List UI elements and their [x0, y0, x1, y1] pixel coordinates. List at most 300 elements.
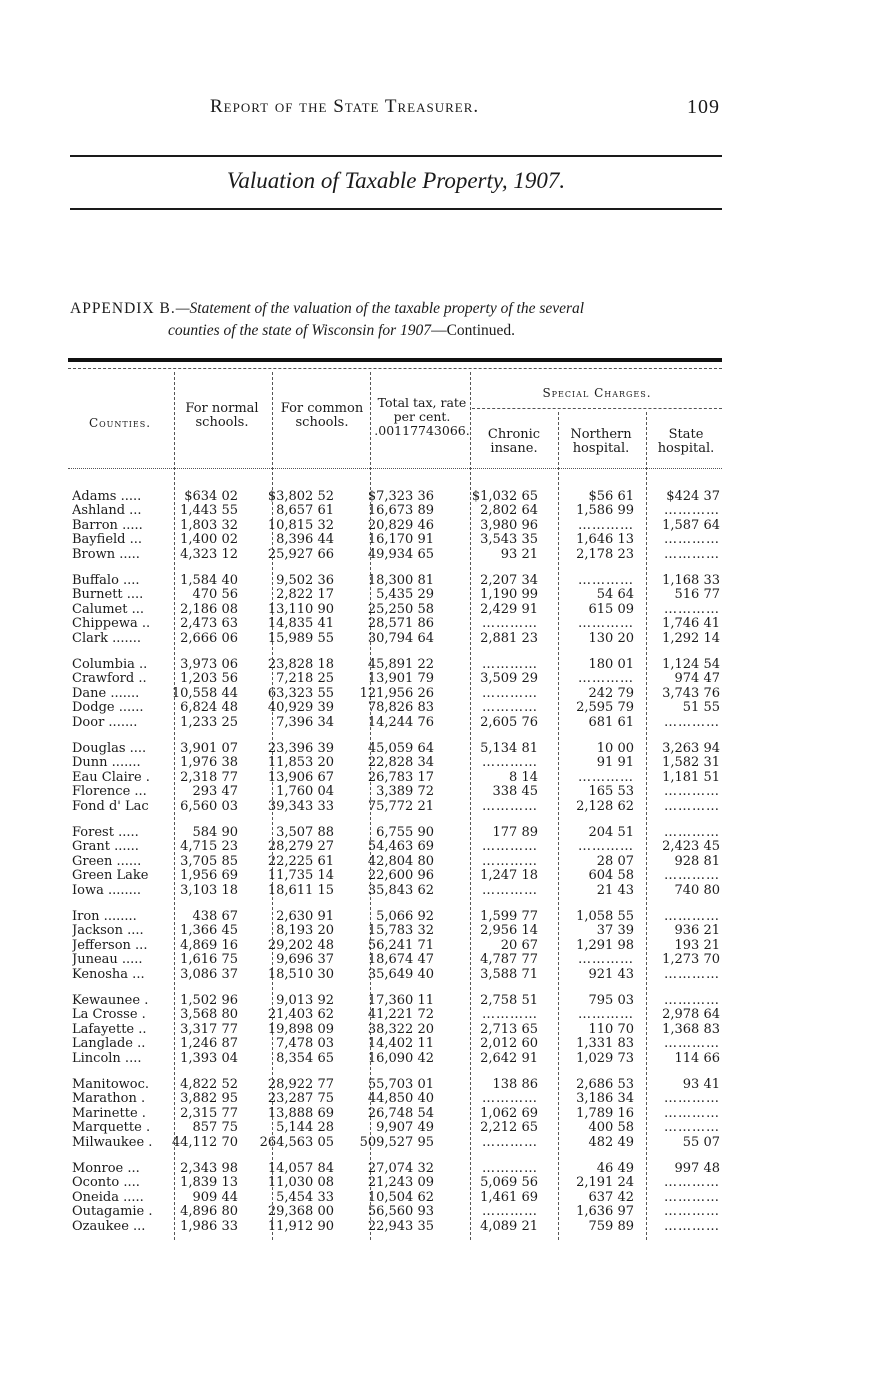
total-tax-cell: 13,901 79	[367, 671, 434, 687]
chronic-insane-cell: 2,758 51	[480, 993, 538, 1008]
col-header-state: State hospital.	[657, 427, 715, 456]
table-row	[68, 1176, 728, 1190]
state-hospital-cell: …………	[664, 1120, 720, 1136]
total-tax-cell: 22,600 96	[367, 868, 434, 884]
chronic-insane-cell: 20 67	[500, 937, 538, 953]
normal-schools-cell: 584 90	[192, 825, 238, 840]
northern-hospital-cell: …………	[578, 769, 634, 785]
northern-hospital-cell: …………	[578, 517, 634, 533]
northern-hospital-cell: 1,789 16	[576, 1105, 634, 1121]
table-row	[68, 490, 728, 504]
state-hospital-cell: 1,368 83	[662, 1021, 720, 1037]
northern-hospital-cell: 681 61	[588, 714, 634, 730]
normal-schools-cell: 909 44	[192, 1189, 238, 1205]
common-schools-cell: 13,906 67	[267, 769, 334, 785]
state-hospital-cell: …………	[664, 532, 720, 548]
table-top-rule	[68, 358, 722, 362]
total-tax-cell: 3,389 72	[376, 784, 434, 800]
county-name-cell: Milwaukee .	[72, 1135, 153, 1150]
chronic-insane-cell: 2,642 91	[480, 1050, 538, 1066]
northern-hospital-cell: 28 07	[596, 853, 634, 869]
normal-schools-cell: 3,973 06	[180, 657, 238, 672]
total-tax-cell: 56,241 71	[367, 937, 434, 953]
northern-hospital-cell: 165 53	[588, 784, 634, 800]
table-row	[68, 1220, 728, 1234]
table-row	[68, 701, 728, 715]
table-row	[68, 519, 728, 533]
common-schools-cell: 63,323 55	[267, 685, 334, 701]
total-tax-cell: 41,221 72	[367, 1007, 434, 1023]
table-row	[68, 800, 728, 814]
northern-hospital-cell: 1,058 55	[576, 909, 634, 924]
page-number: 109	[687, 96, 720, 118]
total-tax-cell: 10,504 62	[367, 1189, 434, 1205]
table-row	[68, 716, 728, 730]
northern-hospital-cell: 1,646 13	[576, 532, 634, 548]
common-schools-cell: 8,193 20	[276, 923, 334, 939]
county-name-cell: Calumet ...	[72, 602, 145, 617]
common-schools-cell: 14,057 84	[267, 1161, 334, 1176]
header-bottom-rule	[68, 468, 722, 469]
table-row	[68, 953, 728, 967]
table-row	[68, 1121, 728, 1135]
caption-line2	[70, 320, 730, 342]
table-row	[68, 658, 728, 672]
county-name-cell: Douglas ....	[72, 742, 147, 756]
page-title: Valuation of Taxable Property, 1907.	[226, 168, 566, 193]
state-hospital-cell: 2,423 45	[662, 839, 720, 855]
common-schools-cell: 7,396 34	[276, 714, 334, 730]
normal-schools-cell: 1,976 38	[180, 755, 238, 771]
chronic-insane-cell: 2,212 65	[480, 1120, 538, 1136]
chronic-insane-cell: 93 21	[500, 546, 538, 562]
northern-hospital-cell: …………	[578, 671, 634, 687]
northern-hospital-cell: 130 20	[588, 630, 634, 646]
normal-schools-cell: 1,366 45	[180, 923, 238, 939]
chronic-insane-cell: 2,012 60	[480, 1036, 538, 1052]
total-tax-cell: 54,463 69	[367, 839, 434, 855]
northern-hospital-cell: 759 89	[588, 1218, 634, 1234]
total-tax-cell: 14,402 11	[367, 1036, 434, 1052]
normal-schools-cell: 2,343 98	[180, 1161, 238, 1176]
northern-hospital-cell: 91 91	[596, 755, 634, 771]
state-hospital-cell: …………	[664, 1189, 720, 1205]
northern-hospital-cell: 482 49	[588, 1134, 634, 1150]
common-schools-cell: 8,657 61	[276, 503, 334, 519]
common-schools-cell: 39,343 33	[267, 798, 334, 814]
northern-hospital-cell: 2,595 79	[576, 700, 634, 716]
chronic-insane-cell: 3,543 35	[480, 532, 538, 548]
northern-hospital-cell: 637 42	[588, 1189, 634, 1205]
table-row	[68, 1037, 728, 1051]
chronic-insane-cell: …………	[482, 853, 538, 869]
total-tax-cell: 78,826 83	[367, 700, 434, 716]
county-name-cell: Lafayette ..	[72, 1022, 147, 1037]
chronic-insane-cell: …………	[482, 616, 538, 632]
state-hospital-cell: …………	[664, 1218, 720, 1234]
common-schools-cell: 19,898 09	[267, 1021, 334, 1037]
common-schools-cell: $3,802 52	[267, 489, 334, 504]
northern-hospital-cell: 1,291 98	[576, 937, 634, 953]
state-hospital-cell: 1,746 41	[662, 616, 720, 632]
common-schools-cell: 2,822 17	[276, 587, 334, 603]
state-hospital-cell: 1,168 33	[662, 573, 720, 588]
caption-line2-tail: —Continued.	[431, 322, 516, 339]
county-name-cell: Juneau .....	[72, 953, 143, 968]
total-tax-cell: 28,571 86	[367, 616, 434, 632]
state-hospital-cell: 55 07	[682, 1134, 720, 1150]
normal-schools-cell: 3,901 07	[180, 741, 238, 756]
normal-schools-cell: 1,803 32	[180, 517, 238, 533]
county-name-cell: Green ......	[72, 854, 142, 869]
normal-schools-cell: 2,666 06	[180, 630, 238, 646]
common-schools-cell: 2,630 91	[276, 909, 334, 924]
northern-hospital-cell: 2,686 53	[576, 1077, 634, 1092]
normal-schools-cell: 1,443 55	[180, 503, 238, 519]
normal-schools-cell: 2,473 63	[180, 616, 238, 632]
chronic-insane-cell: 2,605 76	[480, 714, 538, 730]
county-name-cell: Marquette .	[72, 1121, 151, 1136]
normal-schools-cell: 4,896 80	[180, 1204, 238, 1220]
chronic-insane-cell: 5,134 81	[480, 741, 538, 756]
chronic-insane-cell: 2,429 91	[480, 601, 538, 617]
common-schools-cell: 13,110 90	[267, 601, 334, 617]
state-hospital-cell: 114 66	[674, 1050, 720, 1066]
county-name-cell: Chippewa ..	[72, 617, 151, 632]
northern-hospital-cell: …………	[578, 616, 634, 632]
top-rule	[70, 155, 722, 157]
table-row	[68, 548, 728, 562]
state-hospital-cell: 193 21	[674, 937, 720, 953]
county-name-cell: Buffalo ....	[72, 574, 140, 588]
table-row	[68, 1023, 728, 1037]
common-schools-cell: 1,760 04	[276, 784, 334, 800]
normal-schools-cell: 1,956 69	[180, 868, 238, 884]
northern-hospital-cell: 921 43	[588, 966, 634, 982]
county-name-cell: Jackson ....	[72, 924, 144, 939]
table-row	[68, 855, 728, 869]
normal-schools-cell: 1,400 02	[180, 532, 238, 548]
state-hospital-cell: …………	[664, 966, 720, 982]
state-hospital-cell: 516 77	[674, 587, 720, 603]
total-tax-cell: 5,066 92	[376, 909, 434, 924]
normal-schools-cell: 1,246 87	[180, 1036, 238, 1052]
total-tax-cell: 25,250 58	[367, 601, 434, 617]
total-tax-cell: 121,956 26	[359, 685, 434, 701]
normal-schools-cell: 1,393 04	[180, 1050, 238, 1066]
county-name-cell: Dane .......	[72, 686, 140, 701]
county-name-cell: Iowa ........	[72, 883, 142, 898]
common-schools-cell: 5,144 28	[276, 1120, 334, 1136]
col-header-normal: For normal schools.	[185, 401, 259, 430]
northern-hospital-cell: 1,586 99	[576, 503, 634, 519]
table-row	[68, 884, 728, 898]
chronic-insane-cell: 2,881 23	[480, 630, 538, 646]
col-header-special: Special Charges.	[542, 386, 652, 400]
normal-schools-cell: 3,705 85	[180, 853, 238, 869]
state-hospital-cell: 3,263 94	[662, 741, 720, 756]
table-caption	[70, 298, 730, 342]
normal-schools-cell: 470 56	[192, 587, 238, 603]
table-top-thin-rule	[68, 368, 722, 369]
table-row	[68, 756, 728, 770]
chronic-insane-cell: 1,599 77	[480, 909, 538, 924]
county-name-cell: Kewaunee .	[72, 994, 149, 1008]
chronic-insane-cell: 5,069 56	[480, 1175, 538, 1191]
common-schools-cell: 11,735 14	[267, 868, 334, 884]
common-schools-cell: 14,835 41	[267, 616, 334, 632]
total-tax-cell: 20,829 46	[367, 517, 434, 533]
total-tax-cell: 30,794 64	[367, 630, 434, 646]
northern-hospital-cell: 242 79	[588, 685, 634, 701]
state-hospital-cell: 1,124 54	[662, 657, 720, 672]
common-schools-cell: 23,287 75	[267, 1091, 334, 1107]
total-tax-cell: 55,703 01	[367, 1077, 434, 1092]
normal-schools-cell: 6,560 03	[180, 798, 238, 814]
county-name-cell: Forest .....	[72, 826, 139, 840]
table-row	[68, 994, 728, 1008]
state-hospital-cell: $424 37	[666, 489, 720, 504]
chronic-insane-cell: 138 86	[492, 1077, 538, 1092]
county-name-cell: Eau Claire .	[72, 770, 150, 785]
county-name-cell: Lincoln ....	[72, 1051, 142, 1066]
normal-schools-cell: 44,112 70	[171, 1134, 238, 1150]
table-row	[68, 588, 728, 602]
normal-schools-cell: 2,318 77	[180, 769, 238, 785]
table-row	[68, 1162, 728, 1176]
northern-hospital-cell: 110 70	[588, 1021, 634, 1037]
common-schools-cell: 23,396 39	[267, 741, 334, 756]
county-name-cell: Bayfield ...	[72, 533, 143, 548]
northern-hospital-cell: …………	[578, 1007, 634, 1023]
total-tax-cell: 22,943 35	[367, 1218, 434, 1234]
total-tax-cell: 17,360 11	[367, 993, 434, 1008]
table-row	[68, 504, 728, 518]
chronic-insane-cell: 2,802 64	[480, 503, 538, 519]
total-tax-cell: 38,322 20	[367, 1021, 434, 1037]
normal-schools-cell: 293 47	[192, 784, 238, 800]
county-name-cell: Barron .....	[72, 518, 143, 533]
common-schools-cell: 9,696 37	[276, 952, 334, 968]
total-tax-cell: 15,783 32	[367, 923, 434, 939]
total-tax-cell: 35,843 62	[367, 882, 434, 898]
common-schools-cell: 5,454 33	[276, 1189, 334, 1205]
normal-schools-cell: 3,103 18	[180, 882, 238, 898]
total-tax-cell: 18,300 81	[367, 573, 434, 588]
chronic-insane-cell: …………	[482, 839, 538, 855]
common-schools-cell: 22,225 61	[267, 853, 334, 869]
table-row	[68, 574, 728, 588]
northern-hospital-cell: 2,128 62	[576, 798, 634, 814]
common-schools-cell: 28,279 27	[267, 839, 334, 855]
state-hospital-cell: 51 55	[682, 700, 720, 716]
state-hospital-cell: …………	[664, 503, 720, 519]
common-schools-cell: 21,403 62	[267, 1007, 334, 1023]
northern-hospital-cell: 46 49	[596, 1161, 634, 1176]
northern-hospital-cell: 180 01	[588, 657, 634, 672]
county-name-cell: Jefferson ...	[72, 938, 148, 953]
northern-hospital-cell: 10 00	[596, 741, 634, 756]
table-row	[68, 687, 728, 701]
normal-schools-cell: 4,869 16	[180, 937, 238, 953]
chronic-insane-cell: $1,032 65	[471, 489, 538, 504]
normal-schools-cell: 4,323 12	[180, 546, 238, 562]
county-name-cell: Iron ........	[72, 910, 137, 924]
table-row	[68, 785, 728, 799]
normal-schools-cell: 438 67	[192, 909, 238, 924]
common-schools-cell: 8,396 44	[276, 532, 334, 548]
state-hospital-cell: 1,582 31	[662, 755, 720, 771]
state-hospital-cell: …………	[664, 784, 720, 800]
chronic-insane-cell: …………	[482, 700, 538, 716]
common-schools-cell: 13,888 69	[267, 1105, 334, 1121]
total-tax-cell: 35,649 40	[367, 966, 434, 982]
state-hospital-cell: 1,292 14	[662, 630, 720, 646]
chronic-insane-cell: 1,062 69	[480, 1105, 538, 1121]
chronic-insane-cell: …………	[482, 798, 538, 814]
county-name-cell: Door .......	[72, 715, 138, 730]
normal-schools-cell: 1,986 33	[180, 1218, 238, 1234]
total-tax-cell: 16,170 91	[367, 532, 434, 548]
county-name-cell: Oneida .....	[72, 1190, 144, 1205]
table-row	[68, 603, 728, 617]
col-header-total: Total tax, rate per cent. .00117743066.	[374, 395, 470, 438]
common-schools-cell: 7,218 25	[276, 671, 334, 687]
common-schools-cell: 264,563 05	[259, 1134, 334, 1150]
state-hospital-cell: 93 41	[682, 1077, 720, 1092]
county-name-cell: Marathon .	[72, 1092, 146, 1107]
chronic-insane-cell: …………	[482, 755, 538, 771]
valuation-table	[68, 356, 728, 1256]
northern-hospital-cell: $56 61	[588, 489, 634, 504]
common-schools-cell: 11,912 90	[267, 1218, 334, 1234]
total-tax-cell: 75,772 21	[367, 798, 434, 814]
total-tax-cell: 49,934 65	[367, 546, 434, 562]
state-hospital-cell: …………	[664, 1204, 720, 1220]
chronic-insane-cell: …………	[482, 1091, 538, 1107]
state-hospital-cell: 1,181 51	[662, 769, 720, 785]
state-hospital-cell: …………	[664, 714, 720, 730]
total-tax-cell: 56,560 93	[367, 1204, 434, 1220]
county-name-cell: Langlade ..	[72, 1037, 146, 1052]
state-hospital-cell: …………	[664, 1091, 720, 1107]
total-tax-cell: 18,674 47	[367, 952, 434, 968]
county-name-cell: Oconto ....	[72, 1176, 140, 1191]
county-name-cell: Grant ......	[72, 840, 139, 855]
table-row	[68, 869, 728, 883]
normal-schools-cell: $634 02	[184, 489, 238, 504]
table-row	[68, 617, 728, 631]
northern-hospital-cell: …………	[578, 952, 634, 968]
chronic-insane-cell: 3,980 96	[480, 517, 538, 533]
state-hospital-cell: …………	[664, 1175, 720, 1191]
northern-hospital-cell: 1,636 97	[576, 1204, 634, 1220]
county-name-cell: Brown .....	[72, 547, 140, 562]
common-schools-cell: 40,929 39	[267, 700, 334, 716]
state-hospital-cell: …………	[664, 546, 720, 562]
caption-line2-italic: counties of the state of Wisconsin for 1907	[168, 322, 432, 339]
county-name-cell: Manitowoc.	[72, 1078, 150, 1092]
state-hospital-cell: 740 80	[674, 882, 720, 898]
state-hospital-cell: 928 81	[674, 853, 720, 869]
chronic-insane-cell: 2,713 65	[480, 1021, 538, 1037]
normal-schools-cell: 1,502 96	[180, 993, 238, 1008]
table-row	[68, 1191, 728, 1205]
table-row	[68, 968, 728, 982]
chronic-insane-cell: …………	[482, 1161, 538, 1176]
total-tax-cell: 509,527 95	[359, 1134, 434, 1150]
normal-schools-cell: 2,186 08	[180, 601, 238, 617]
county-name-cell: Columbia ..	[72, 658, 148, 672]
county-name-cell: Ozaukee ...	[72, 1219, 146, 1234]
chronic-insane-cell: …………	[482, 1134, 538, 1150]
county-name-cell: Kenosha ...	[72, 967, 145, 982]
state-hospital-cell: 997 48	[674, 1161, 720, 1176]
table-row	[68, 742, 728, 756]
chronic-insane-cell: …………	[482, 882, 538, 898]
state-hospital-cell: …………	[664, 825, 720, 840]
common-schools-cell: 25,927 66	[267, 546, 334, 562]
total-tax-cell: 14,244 76	[367, 714, 434, 730]
state-hospital-cell: 1,587 64	[662, 517, 720, 533]
table-row	[68, 939, 728, 953]
normal-schools-cell: 1,616 75	[180, 952, 238, 968]
county-name-cell: Florence ...	[72, 785, 147, 800]
total-tax-cell: 45,059 64	[367, 741, 434, 756]
chronic-insane-cell: 177 89	[492, 825, 538, 840]
northern-hospital-cell: 1,029 73	[576, 1050, 634, 1066]
state-hospital-cell: …………	[664, 1036, 720, 1052]
total-tax-cell: 44,850 40	[367, 1091, 434, 1107]
table-row	[68, 1205, 728, 1219]
normal-schools-cell: 3,568 80	[180, 1007, 238, 1023]
table-row	[68, 1078, 728, 1092]
normal-schools-cell: 4,822 52	[180, 1077, 238, 1092]
chronic-insane-cell: 3,588 71	[480, 966, 538, 982]
state-hospital-cell: 2,978 64	[662, 1007, 720, 1023]
table-row	[68, 1136, 728, 1150]
northern-hospital-cell: 615 09	[588, 601, 634, 617]
county-name-cell: Marinette .	[72, 1106, 146, 1121]
col-header-common: For common schools.	[280, 401, 364, 430]
total-tax-cell: 26,783 17	[367, 769, 434, 785]
common-schools-cell: 28,922 77	[267, 1077, 334, 1092]
northern-hospital-cell: 3,186 34	[576, 1091, 634, 1107]
county-name-cell: Adams .....	[72, 490, 142, 504]
table-row	[68, 533, 728, 547]
table-row	[68, 1008, 728, 1022]
county-name-cell: Crawford ..	[72, 672, 147, 687]
table-row	[68, 672, 728, 686]
county-name-cell: Outagamie .	[72, 1205, 153, 1220]
northern-hospital-cell: 1,331 83	[576, 1036, 634, 1052]
normal-schools-cell: 1,584 40	[180, 573, 238, 588]
state-hospital-cell: 1,273 70	[662, 952, 720, 968]
col-header-northern: Northern hospital.	[570, 427, 632, 456]
table-row	[68, 910, 728, 924]
table-row	[68, 924, 728, 938]
county-name-cell: Dunn .......	[72, 756, 141, 771]
common-schools-cell: 15,989 55	[267, 630, 334, 646]
normal-schools-cell: 857 75	[192, 1120, 238, 1136]
chronic-insane-cell: 4,089 21	[480, 1218, 538, 1234]
common-schools-cell: 9,502 36	[276, 573, 334, 588]
county-name-cell: Dodge ......	[72, 701, 144, 716]
table-row	[68, 1107, 728, 1121]
northern-hospital-cell: 400 58	[588, 1120, 634, 1136]
county-name-cell: Burnett ....	[72, 588, 144, 603]
state-hospital-cell: …………	[664, 798, 720, 814]
